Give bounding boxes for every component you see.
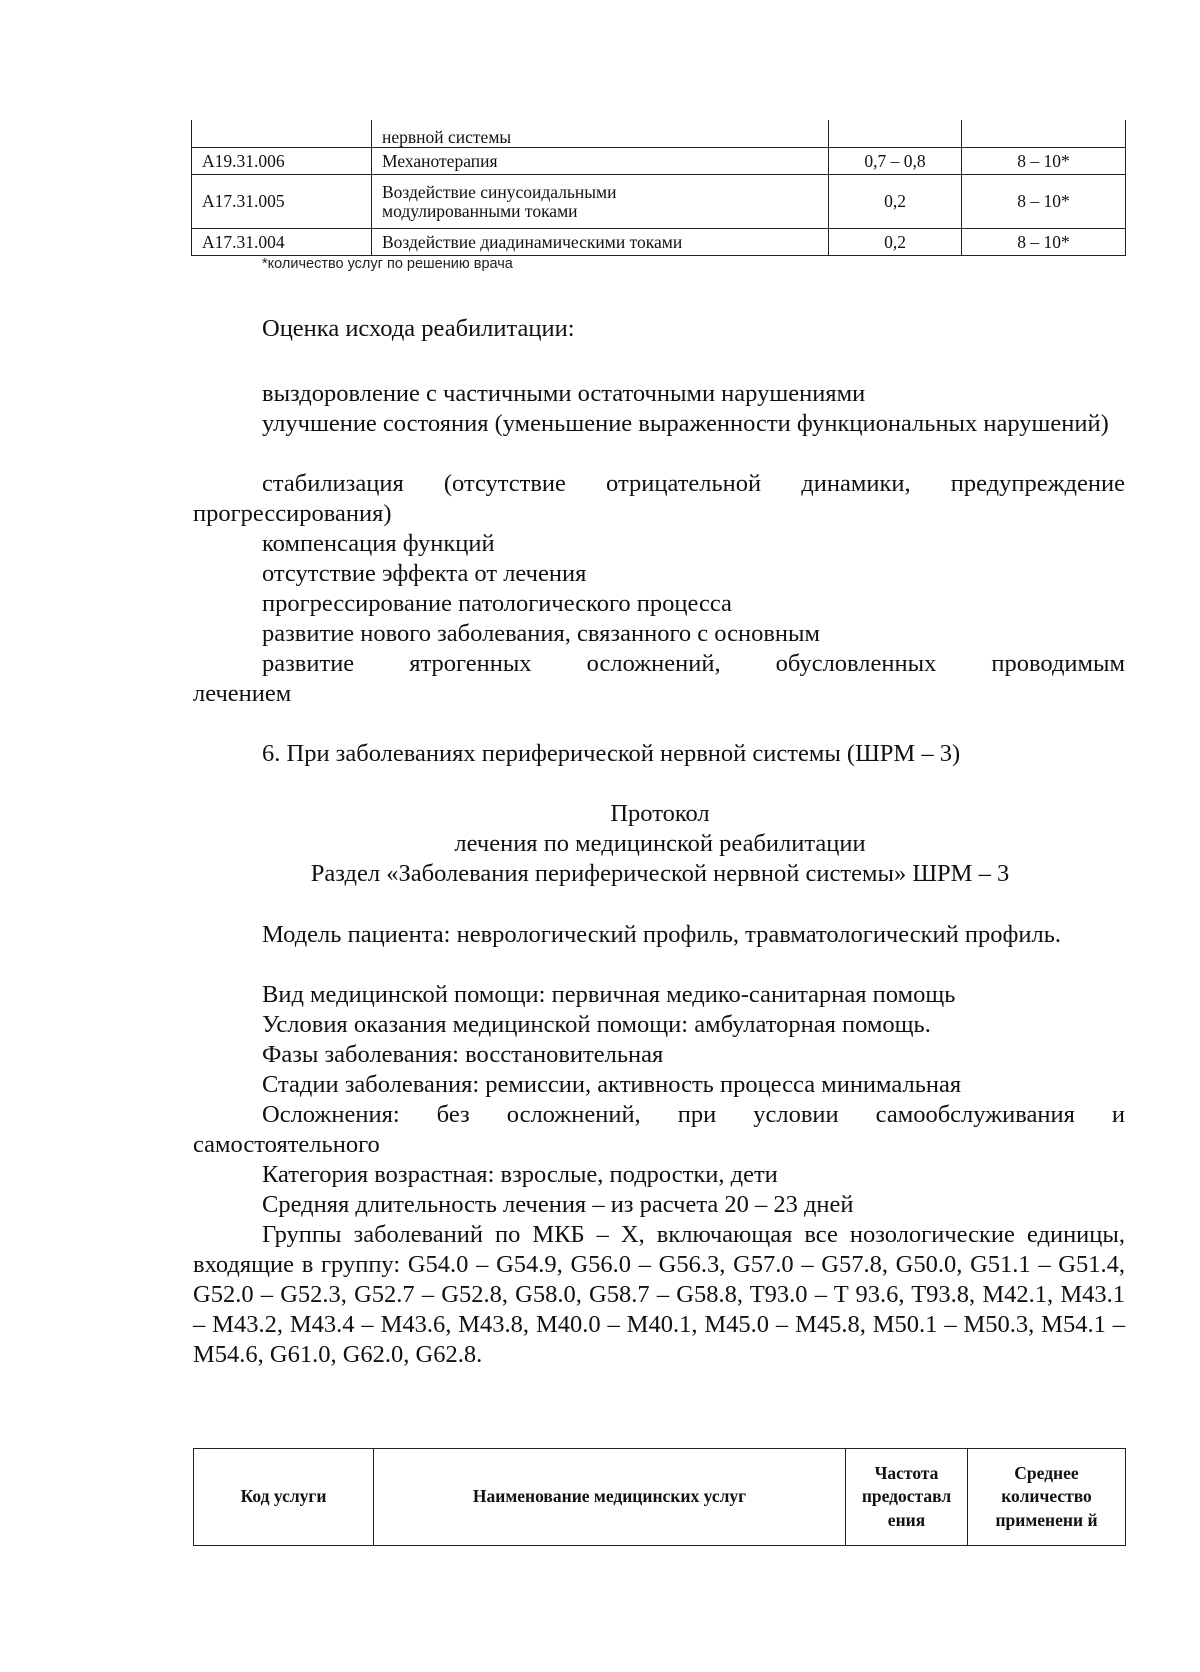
outcome-item: прогрессирование патологического процесса [262,590,732,617]
outcome-heading: Оценка исхода реабилитации: [262,315,575,342]
count-cell: 8 – 10* [962,148,1126,175]
treatment-duration: Средняя длительность лечения – из расчета 20 – 23 дней [262,1191,854,1218]
protocol-title: Протокол [610,800,710,827]
table-row [192,148,1126,175]
service-name-line: Воздействие синусоидальными [382,181,617,202]
care-type: Вид медицинской помощи: первичная медико-санитарная помощь [262,981,956,1008]
service-name-cell [372,175,829,229]
outcome-item: развитие ятрогенных осложнений, обусловленных проводимым лечением [193,650,1125,707]
protocol-subtitle: лечения по медицинской реабилитации [454,830,866,857]
section-heading: 6. При заболеваниях периферической нервной системы (ШРМ – 3) [262,740,961,767]
complications: Осложнения: без осложнений, при условии самообслуживания и самостоятельного [193,1101,1125,1158]
services-table-top [191,120,1126,256]
outcome-item: улучшение состояния (уменьшение выраженности функциональных нарушений) [262,410,1109,437]
table-row [192,229,1126,256]
disease-stages: Стадии заболевания: ремиссии, активность процесса минимальная [262,1071,962,1098]
care-conditions: Условия оказания медицинской помощи: амбулаторная помощь. [262,1011,931,1038]
disease-phases: Фазы заболевания: восстановительная [262,1041,664,1068]
service-name-cell: нервной системы [372,120,829,148]
outcome-item: выздоровление с частичными остаточными нарушениями [262,380,866,407]
column-header-code: Код услуги [194,1449,374,1546]
table-footnote: *количество услуг по решению врача [262,256,513,272]
frequency-cell: 0,2 [829,229,962,256]
column-header-count: Среднее количество применени й [968,1449,1126,1546]
count-cell: 8 – 10* [962,175,1126,229]
service-code-cell: A19.31.006 [192,148,372,175]
outcome-item: стабилизация (отсутствие отрицательной динамики, предупреждение прогрессирования) [193,470,1125,527]
column-header-name: Наименование медицинских услуг [374,1449,846,1546]
service-code-cell [192,120,372,148]
services-table-header [193,1448,1126,1546]
age-category: Категория возрастная: взрослые, подростки, дети [262,1161,778,1188]
table-header-row [194,1449,1126,1546]
count-cell: 8 – 10* [962,229,1126,256]
outcome-item: компенсация функций [262,530,495,557]
column-header-frequency: Частота предоставл ения [846,1449,968,1546]
patient-model: Модель пациента: неврологический профиль, травматологический профиль. [262,921,1061,948]
table-row [192,175,1126,229]
frequency-cell [829,120,962,148]
service-name-cell: Воздействие диадинамическими токами [372,229,829,256]
service-name-cell: Механотерапия [372,148,829,175]
outcome-item: развитие нового заболевания, связанного с основным [262,620,820,647]
frequency-cell: 0,2 [829,175,962,229]
icd-groups: Группы заболеваний по МКБ – X, включающая все нозологические единицы, входящие в группу: G54.0 – G54.9, G56.0 – G56.3, G57.0 – G57.8, G50.0, G51.1 – G51.4, G52.0 – G52.3, G52.7 – G52.8, G58.0, G58.7 – G58.8, T93.0 – T 93.6, T93.8, M42.1, M43.1 – M43.2, M43.4 – M43.6, M43.8, M40.0 – M40.1, M45.0 – M45.8, M50.1 – M50.3, M54.1 – M54.6, G61.0, G62.0, G62.8. [193,1221,1125,1368]
service-code-cell: A17.31.004 [192,229,372,256]
count-cell [962,120,1126,148]
service-code-cell: A17.31.005 [192,175,372,229]
outcome-item: отсутствие эффекта от лечения [262,560,587,587]
table-row [192,120,1126,148]
protocol-section: Раздел «Заболевания периферической нервной системы» ШРМ – 3 [310,860,1010,887]
service-name-line: модулированными токами [382,201,578,221]
frequency-cell: 0,7 – 0,8 [829,148,962,175]
